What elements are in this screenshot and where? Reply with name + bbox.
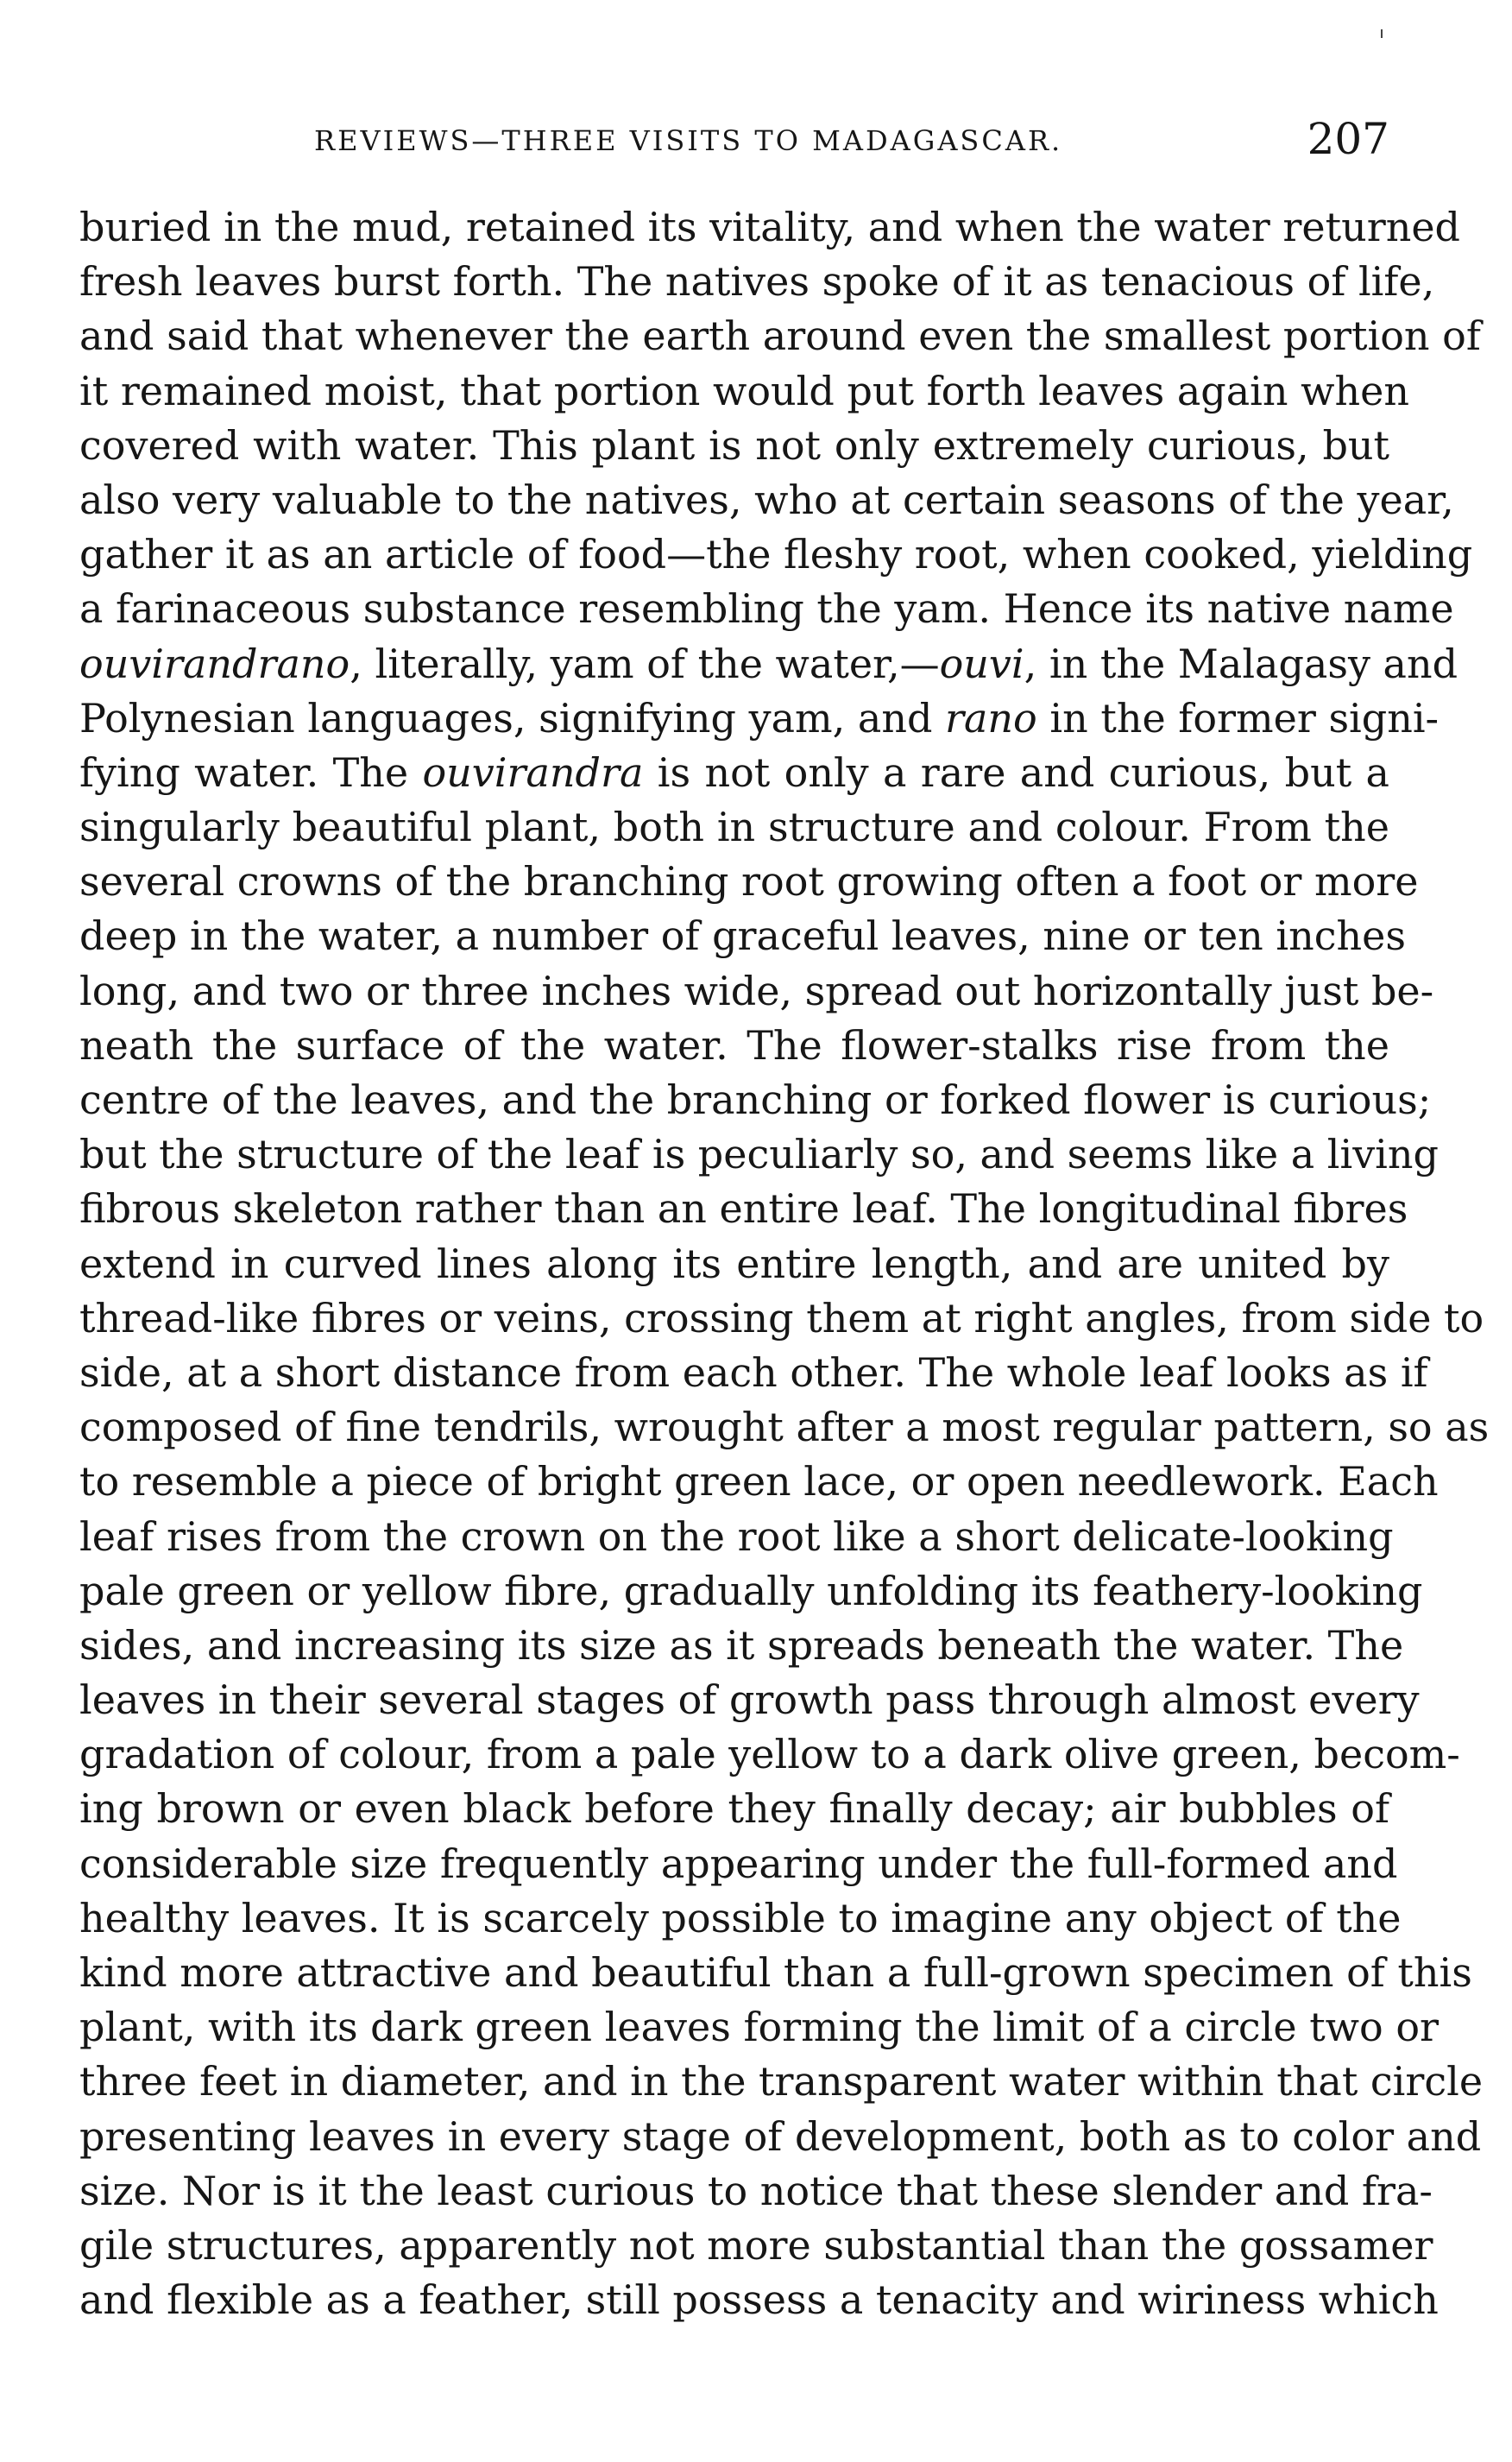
text-line: thread-like fibres or veins, crossing them at right angles, from side to xyxy=(79,1294,1484,1341)
text-line: fibrous skeleton rather than an entire leaf. The longitudinal fibres xyxy=(79,1185,1408,1233)
text-line: gather it as an article of food—the fleshy root, when cooked, yielding xyxy=(79,531,1473,578)
text-line: three feet in diameter, and in the transparent water within that circle xyxy=(79,2058,1484,2105)
text-line: gradation of colour, from a pale yellow to a dark olive green, becom- xyxy=(79,1731,1460,1778)
text-line: to resemble a piece of bright green lace, or open needlework. Each xyxy=(79,1458,1439,1506)
text-line: fying water. The ouvirandra is not only a rare and curious, but a xyxy=(79,748,1389,796)
text-line: plant, with its dark green leaves forming the limit of a circle two or xyxy=(79,2004,1440,2051)
text-line: side, at a short distance from each other. The whole leaf looks as if xyxy=(79,1348,1428,1396)
running-title: REVIEWS—THREE VISITS TO MADAGASCAR. xyxy=(314,124,1063,157)
body-text xyxy=(79,200,1490,2327)
text-line: several crowns of the branching root growing often a foot or more xyxy=(79,858,1419,906)
text-line: gile structures, apparently not more substantial than the gossamer xyxy=(79,2221,1433,2269)
text-line: leaf rises from the crown on the root like a short delicate-looking xyxy=(79,1512,1394,1560)
text-line: and flexible as a feather, still possess a tenacity and wiriness which xyxy=(79,2276,1439,2324)
text-line: considerable size frequently appearing under the full-formed and xyxy=(79,1840,1398,1887)
page-number: 207 xyxy=(1307,114,1389,164)
text-line: kind more attractive and beautiful than a full-grown specimen of this xyxy=(79,1949,1472,1996)
text-line: ing brown or even black before they finally decay; air bubbles of xyxy=(79,1785,1389,1833)
italic-term: ouvirandrano xyxy=(79,640,350,687)
text-line: neath the surface of the water. The flower-stalks rise from the xyxy=(79,1021,1389,1069)
running-head xyxy=(79,114,1389,180)
text-line: pale green or yellow fibre, gradually unfolding its feathery-looking xyxy=(79,1567,1423,1614)
stray-ink-mark xyxy=(1381,29,1383,38)
text-line: healthy leaves. It is scarcely possible to imagine any object of the xyxy=(79,1894,1402,1941)
text-line: size. Nor is it the least curious to notice that these slender and fra- xyxy=(79,2167,1433,2214)
text-line: covered with water. This plant is not only extremely curious, but xyxy=(79,421,1389,469)
text-line: deep in the water, a number of graceful leaves, nine or ten inches xyxy=(79,912,1406,960)
text-line: a farinaceous substance resembling the yam. Hence its native name xyxy=(79,585,1454,633)
text-line: sides, and increasing its size as it spreads beneath the water. The xyxy=(79,1621,1404,1669)
text-line: leaves in their several stages of growth pass through almost every xyxy=(79,1676,1420,1724)
text-line: long, and two or three inches wide, spread out horizontally just be- xyxy=(79,967,1434,1014)
italic-term: ouvi xyxy=(939,640,1024,687)
italic-term: rano xyxy=(945,694,1037,742)
text-line: presenting leaves in every stage of development, both as to color and xyxy=(79,2112,1482,2160)
text-line: ouvirandrano, literally, yam of the water,—ouvi, in the Malagasy and xyxy=(79,640,1458,687)
text-line: buried in the mud, retained its vitality, and when the water returned xyxy=(79,204,1461,250)
text-line: and said that whenever the earth around even the smallest portion of xyxy=(79,312,1481,360)
text-line: but the structure of the leaf is peculiarly so, and seems like a living xyxy=(79,1131,1439,1178)
text-line: also very valuable to the natives, who at certain seasons of the year, xyxy=(79,476,1454,523)
text-line: composed of fine tendrils, wrought after a most regular pattern, so as xyxy=(79,1404,1490,1451)
text-line: singularly beautiful plant, both in structure and colour. From the xyxy=(79,804,1389,851)
text-line: centre of the leaves, and the branching or forked flower is curious; xyxy=(79,1076,1432,1123)
text-line: fresh leaves burst forth. The natives spoke of it as tenacious of life, xyxy=(79,258,1435,306)
text-line: extend in curved lines along its entire length, and are united by xyxy=(79,1240,1389,1287)
italic-term: ouvirandra xyxy=(422,748,644,796)
text-line: Polynesian languages, signifying yam, and rano in the former signi- xyxy=(79,694,1440,742)
text-line: it remained moist, that portion would put forth leaves again when xyxy=(79,367,1409,414)
